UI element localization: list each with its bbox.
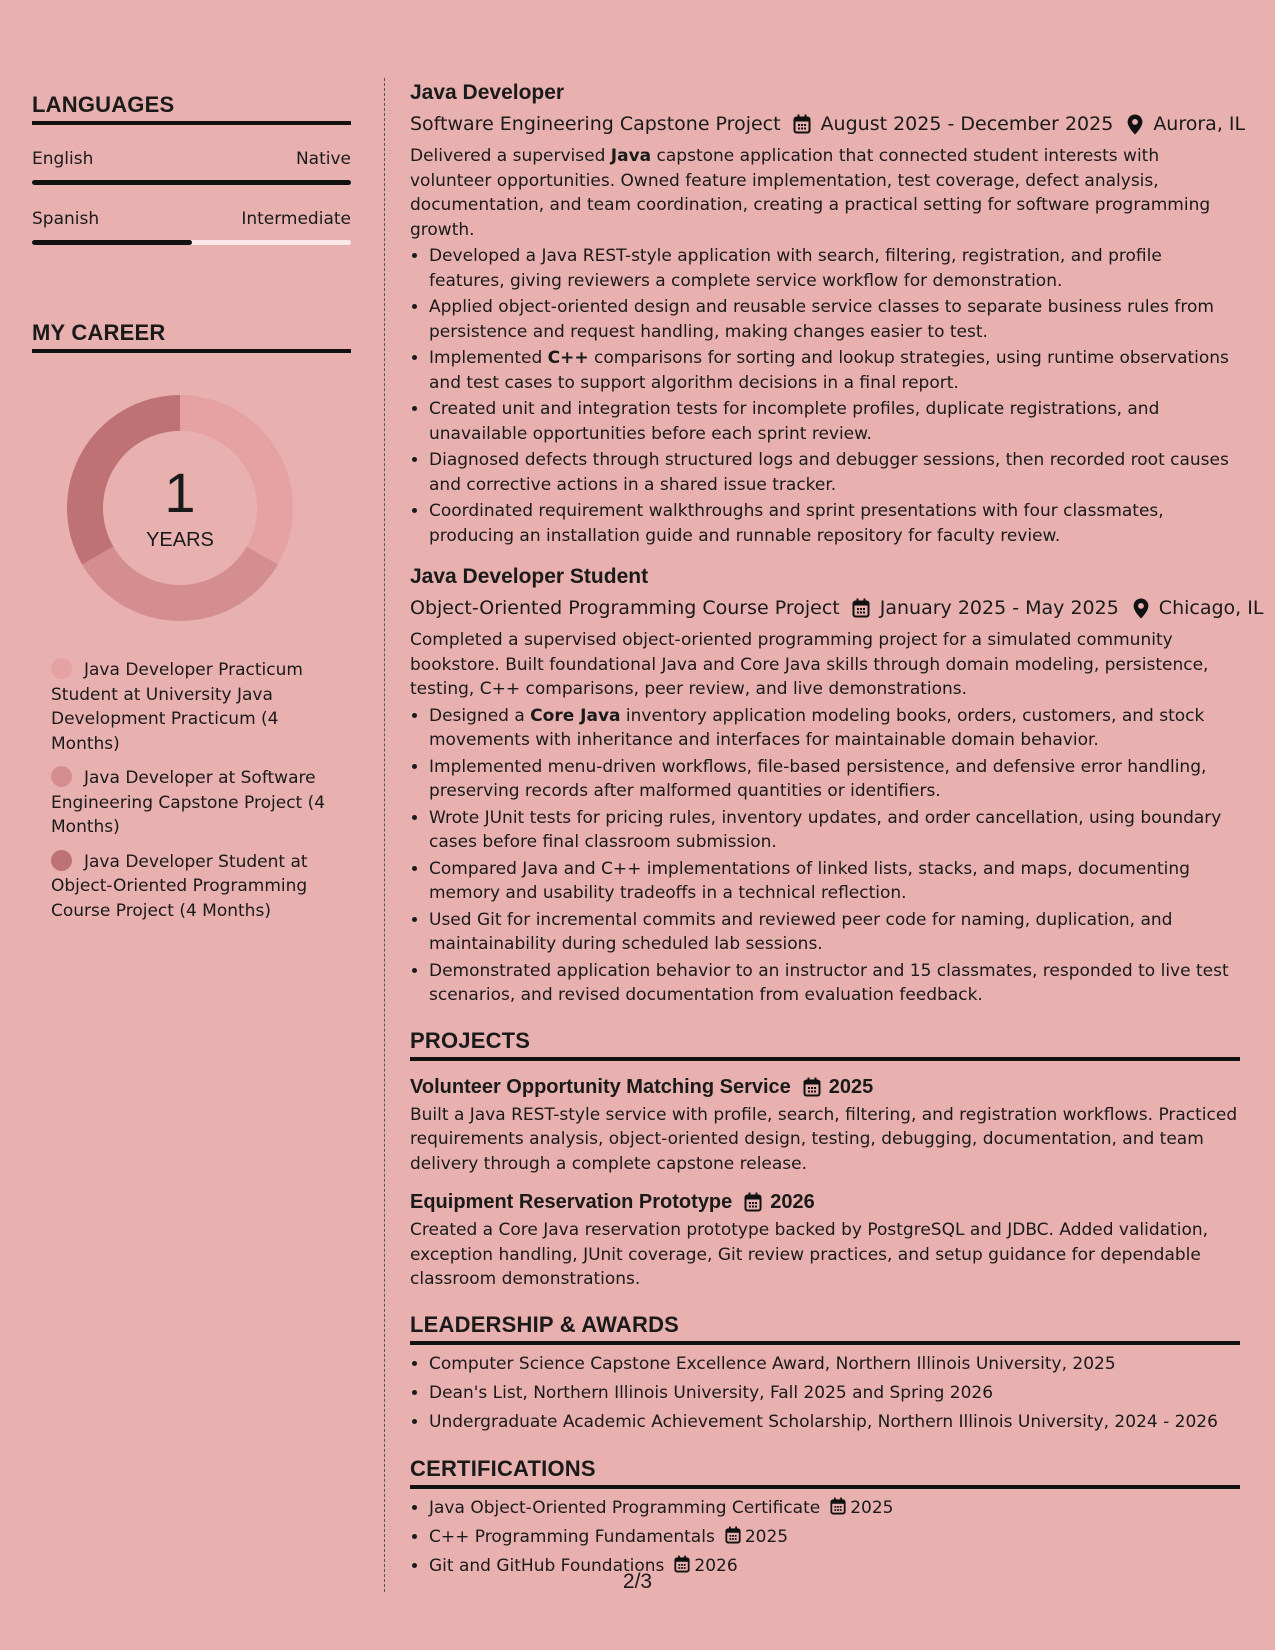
project-year: 2026 [770,1191,815,1213]
award-item: • Undergraduate Academic Achievement Scholarship, Northern Illinois University, 2024 - 2026 [429,1409,1240,1436]
job-description-text: Delivered a supervised [410,146,611,166]
job-bullet [429,295,1240,344]
right-column [410,78,1264,1582]
career-legend-item [51,658,336,756]
job-location: Chicago, IL [1158,597,1264,619]
job-meta [410,594,1264,622]
certification-item [429,1524,1240,1551]
job-bullet [429,244,1240,293]
bullet-text: comparisons for sorting and lookup strategies, using runtime observations and test cases to support algorithm decisions in a final report. [429,348,1229,393]
career-heading: MY CAREER [32,320,351,353]
project-name: Equipment Reservation Prototype [410,1191,733,1213]
certification-year: 2026 [694,1555,738,1576]
award-item: • Dean's List, Northern Illinois University, Fall 2025 and Spring 2026 [429,1380,1240,1407]
languages-heading: LANGUAGES [32,92,351,125]
project-name: Volunteer Opportunity Matching Service [410,1075,791,1098]
bullet-text: Created unit and integration tests for incomplete profiles, duplicate registrations, and unavailable opportunities before each sprint review. [429,399,1160,444]
awards-list [410,1351,1240,1436]
calendar-icon [830,1497,846,1515]
job-meta [410,110,1246,138]
job-dates: January 2025 - May 2025 [879,597,1119,619]
job-title: Java Developer Student [410,565,649,588]
bullet-text: Compared Java and C++ implementations of linked lists, stacks, and maps, documenting memory and usability tradeoffs in a technical reflection. [429,858,1190,903]
bullet-text: Implemented menu-driven workflows, file-based persistence, and defensive error handling, preserving records after malformed quantities or identifiers. [429,756,1207,801]
language-level: Intermediate [241,209,351,229]
projects-section [410,1028,1240,1292]
language-proficiency-fill [32,240,192,245]
bullet-text: Implemented [429,348,548,368]
career-legend [51,658,336,923]
language-proficiency-bar [32,240,351,245]
certification-year: 2025 [850,1497,894,1518]
bullet-text: Demonstrated application behavior to an instructor and 15 classmates, responded to live test scenarios, and revised documentation from evaluation feedback. [429,960,1229,1005]
job-description-text: Completed a supervised object-oriented programming project for a simulated community bookstore. Built foundational Java and Core Java skills through domain modeling, persistence, testing, C++ comparisons, peer review, and live demonstrations. [410,630,1209,699]
job-bullets [410,244,1240,548]
column-divider [384,78,385,1592]
job-bullet [429,806,1240,855]
bullet-text: Used Git for incremental commits and reviewed peer code for naming, duplication, and maintainability during scheduled lab sessions. [429,909,1173,954]
job-title: Java Developer [410,81,565,104]
bullet-text: Developed a Java REST-style application with search, filtering, registration, and profile features, giving reviewers a complete service workflow for demonstration. [429,246,1162,291]
bullet-text: Wrote JUnit tests for pricing rules, inventory updates, and order cancellation, using boundary cases before final classroom submission. [429,807,1222,852]
award-item: • Computer Science Capstone Excellence Award, Northern Illinois University, 2025 [429,1351,1240,1378]
certifications-heading: CERTIFICATIONS [410,1456,1240,1489]
bullet-keyword: Core Java [530,705,621,726]
project-entry [410,1188,1240,1292]
job-bullet [429,755,1240,804]
bullet-text: Coordinated requirement walkthroughs and sprint presentations with four classmates, producing an installation guide and runnable repository for faculty review. [429,501,1164,546]
language-level: Native [295,149,351,169]
language-item [32,149,351,185]
project-entry [410,1073,1240,1177]
location-pin-icon [1127,114,1143,135]
calendar-icon [852,598,870,618]
job-bullet [429,704,1240,753]
left-column [32,92,351,933]
certification-year: 2025 [744,1526,789,1547]
job-dates: August 2025 - December 2025 [820,113,1114,135]
job-organization: Software Engineering Capstone Project [410,113,781,135]
bullet-text: inventory application modeling books, orders, customers, and stock movements with inheritance and interfaces for maintainable domain behavior. [429,705,1205,750]
job-description-text: capstone application that connected student interests with volunteer opportunities. Owned feature implementation, test coverage, defect analysis, documentation, and team coordination, creating a practical setting for software programming growth. [410,146,1211,240]
project-description: Built a Java REST-style service with profile, search, filtering, and registration workflows. Practiced requirements analysis, object-oriented design, testing, debugging, documentation, and team delivery through a complete capstone release. [410,1104,1238,1174]
job-bullet [429,499,1240,548]
language-proficiency-bar [32,180,351,185]
certification-item [429,1495,1240,1522]
language-item [32,209,351,245]
job-bullet [429,448,1240,497]
calendar-icon [744,1192,762,1212]
experience-entry [410,78,1246,548]
job-bullet [429,397,1240,446]
calendar-icon [725,1526,741,1544]
job-bullets [410,704,1240,1008]
legend-dot [51,658,72,679]
bullet-keyword: C++ [547,348,589,368]
legend-dot [51,850,72,871]
project-title-row [410,1073,1240,1101]
job-bullet [429,346,1240,395]
certifications-section [410,1456,1240,1580]
project-description: Created a Core Java reservation prototype backed by PostgreSQL and JDBC. Added validation, exception handling, JUnit coverage, Git review practices, and setup guidance for dependable classroom demonstrations. [410,1220,1209,1289]
calendar-icon [793,114,811,134]
legend-dot [51,766,72,787]
job-description-keyword: Java [610,146,652,166]
calendar-icon [803,1077,821,1097]
job-bullet [429,908,1240,957]
job-description [410,144,1240,242]
legend-label: Java Developer at Software Engineering Capstone Project (4 Months) [51,768,326,837]
legend-label: Java Developer Student at Object-Oriented Programming Course Project (4 Months) [51,851,308,921]
certification-name: Java Object-Oriented Programming Certificate [429,1497,821,1518]
experience-entry [410,562,1264,1008]
bullet-text: Diagnosed defects through structured logs and debugger sessions, then recorded root causes and corrective actions in a shared issue tracker. [429,450,1229,495]
career-total-years: 1 [164,460,196,524]
certification-name: Git and GitHub Foundations [429,1555,665,1576]
language-proficiency-fill [32,180,351,185]
bullet-text: Applied object-oriented design and reusable service classes to separate business rules from persistence and request handling, making changes easier to test. [429,297,1214,342]
location-pin-icon [1133,598,1149,619]
job-location: Aurora, IL [1153,113,1246,135]
certification-name: C++ Programming Fundamentals [429,1526,715,1547]
career-total-unit: YEARS [146,528,214,551]
career-legend-item [51,766,336,840]
job-bullet [429,857,1240,906]
awards-heading: LEADERSHIP & AWARDS [410,1312,1240,1345]
career-donut-chart [67,395,293,621]
page-number: 2/3 [622,1570,653,1593]
awards-section [410,1312,1240,1436]
language-name: Spanish [32,209,100,229]
job-organization: Object-Oriented Programming Course Project [410,597,840,619]
project-title-row [410,1188,1240,1216]
projects-heading: PROJECTS [410,1028,1240,1061]
career-legend-item [51,850,336,924]
project-year: 2025 [828,1075,874,1098]
job-bullet [429,959,1240,1008]
certifications-list [410,1495,1240,1580]
job-description [410,628,1240,702]
legend-label: Java Developer Practicum Student at University Java Development Practicum (4 Months) [51,660,303,754]
language-name: English [32,149,94,169]
bullet-text: Designed a [429,705,531,726]
